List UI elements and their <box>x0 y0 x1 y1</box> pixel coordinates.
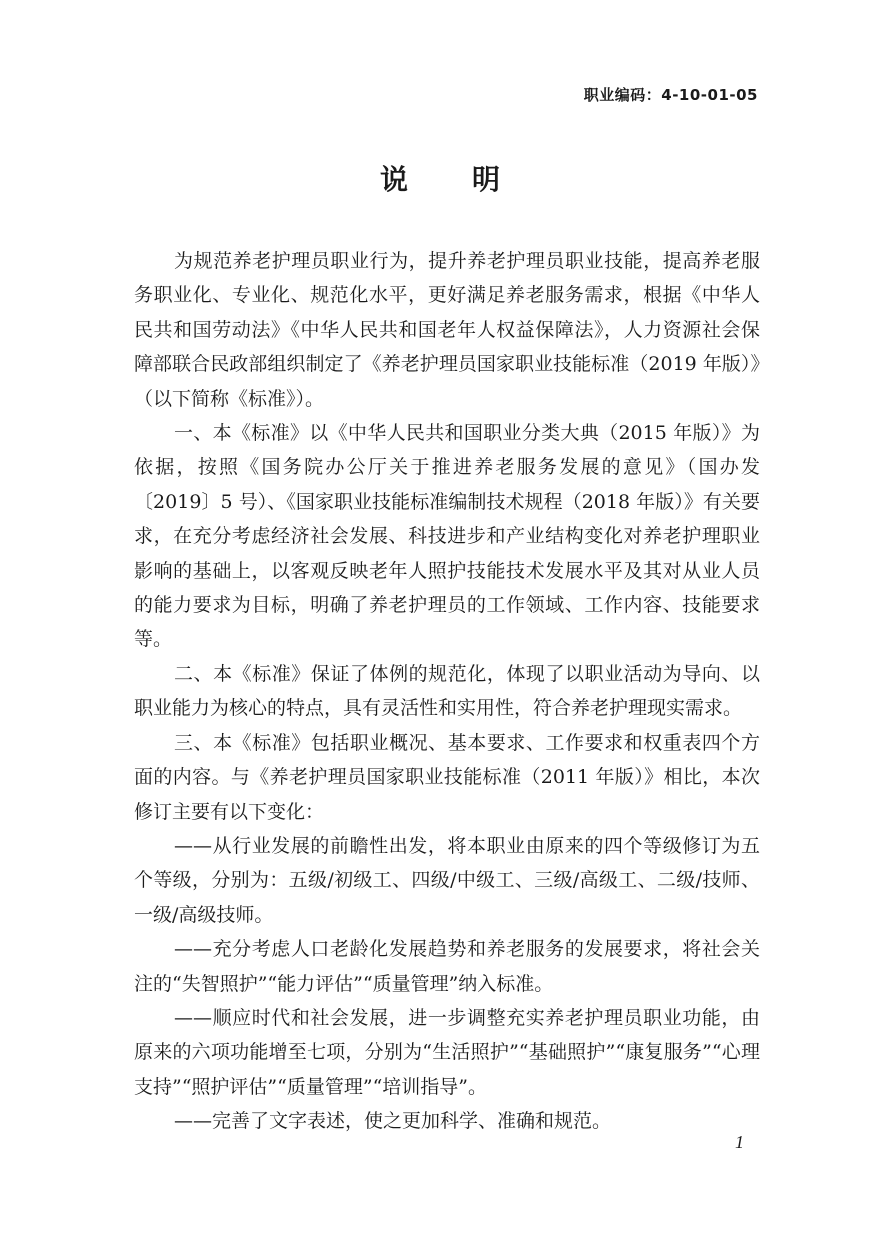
paragraph-change-3: ——顺应时代和社会发展，进一步调整充实养老护理员职业功能，由原来的六项功能增至七项，分别为“生活照护”“基础照护”“康复服务”“心理支持”“照护评估”“质量管理”“培训指导”。 <box>134 1006 760 1098</box>
page-title: 说明 <box>379 163 564 196</box>
body-text <box>134 244 760 1139</box>
paragraph-change-4: ——完善了文字表述，使之更加科学、准确和规范。 <box>174 1110 612 1133</box>
page-number: 1 <box>735 1132 744 1152</box>
paragraph-change-2: ——充分考虑人口老龄化发展趋势和养老服务的发展要求，将社会关注的“失智照护”“能力评估”“质量管理”纳入标准。 <box>134 938 760 995</box>
paragraph-item-3: 三、本《标准》包括职业概况、基本要求、工作要求和权重表四个方面的内容。与《养老护理员国家职业技能标准（2011 年版）》相比，本次修订主要有以下变化： <box>134 731 760 823</box>
paragraph-change-1: ——从行业发展的前瞻性出发，将本职业由原来的四个等级修订为五个等级，分别为：五级/初级工、四级/中级工、三级/高级工、二级/技师、一级/高级技师。 <box>134 834 760 926</box>
paragraph-intro: 为规范养老护理员职业行为，提升养老护理员职业技能，提高养老服务职业化、专业化、规范化水平，更好满足养老服务需求，根据《中华人民共和国劳动法》《中华人民共和国老年人权益保障法》，人力资源社会保障部联合民政部组织制定了《养老护理员国家职业技能标准（2019 年版）》（以下简称《标准》）。 <box>134 250 760 410</box>
paragraph-item-2: 二、本《标准》保证了体例的规范化，体现了以职业活动为导向、以职业能力为核心的特点，具有灵活性和实用性，符合养老护理现实需求。 <box>134 662 760 720</box>
occupation-code: 职业编码：4-10-01-05 <box>583 86 758 104</box>
paragraph-item-1: 一、本《标准》以《中华人民共和国职业分类大典（2015 年版）》为依据，按照《国务院办公厅关于推进养老服务发展的意见》（国办发〔2019〕5 号）、《国家职业技能标准编制技术规程（2018 年版）》有关要求，在充分考虑经济社会发展、科技进步和产业结构变化对养老护理职业影响的基础上，以客观反映老年人照护技能技术发展水平及其对从业人员的能力要求为目标，明确了养老护理员的工作领域、工作内容、技能要求等。 <box>134 422 760 651</box>
